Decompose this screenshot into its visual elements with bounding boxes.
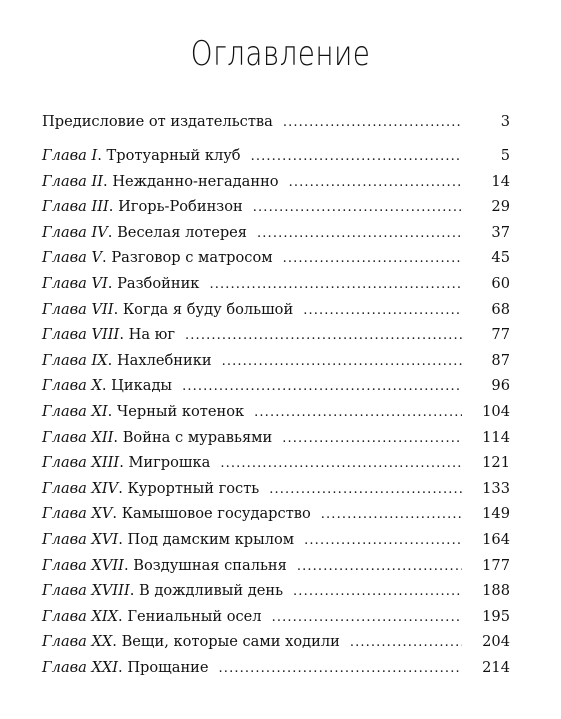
chapter-label (42, 429, 272, 446)
page-number: 164 (482, 530, 510, 548)
chapter-label (42, 377, 172, 394)
dot-leader (321, 507, 462, 522)
chapter-label (42, 198, 243, 215)
dot-leader (283, 115, 462, 130)
toc-entry-chapter[interactable] (42, 608, 510, 634)
chapter-number: Глава XV (42, 505, 113, 523)
chapter-title: Веселая лотерея (117, 223, 248, 241)
page-number: 177 (482, 556, 510, 574)
page-number: 77 (491, 326, 510, 344)
chapter-separator: . (108, 198, 119, 216)
chapter-title: Игорь-Робинзон (118, 198, 243, 216)
chapter-label (42, 147, 241, 164)
page-number: 29 (491, 198, 510, 216)
chapter-separator: . (119, 326, 129, 344)
chapter-title: Воздушная спальня (133, 556, 287, 574)
dot-leader (283, 251, 462, 266)
page-number: 149 (482, 505, 510, 523)
toc-entry-chapter[interactable] (42, 147, 510, 173)
chapter-separator: . (113, 300, 123, 318)
dot-leader (272, 610, 462, 625)
toc-entry-chapter[interactable] (42, 198, 510, 224)
chapter-number: Глава I (42, 147, 98, 164)
page-number: 3 (500, 113, 510, 130)
toc-entry-chapter[interactable] (42, 326, 510, 352)
chapter-title: Черный котенок (116, 402, 245, 420)
chapter-label (42, 557, 287, 574)
page-title: Оглавление (190, 34, 371, 74)
chapter-title: Когда я буду большой (122, 300, 294, 318)
toc-entry-chapter[interactable] (42, 531, 510, 557)
chapter-number: Глава II (42, 172, 104, 190)
dot-leader (293, 584, 462, 599)
chapter-number: Глава V (42, 249, 103, 267)
chapter-label (42, 352, 212, 369)
chapter-label (42, 608, 262, 625)
chapter-label (42, 480, 259, 497)
dot-leader (289, 175, 462, 190)
chapter-separator: . (123, 556, 134, 574)
chapter-separator: . (107, 402, 117, 420)
chapter-title: Камышовое государство (121, 505, 311, 523)
page-number: 114 (482, 428, 510, 446)
chapter-separator: . (118, 530, 128, 548)
page-number: 60 (491, 274, 510, 292)
chapter-title: В дождливый день (139, 582, 284, 600)
chapter-separator: . (102, 249, 112, 267)
dot-leader (182, 379, 462, 394)
page-number: 5 (500, 147, 510, 164)
chapter-separator: . (118, 479, 128, 497)
table-of-contents (42, 113, 510, 684)
chapter-title: Под дамским крылом (127, 530, 295, 548)
toc-entry-chapter[interactable] (42, 377, 510, 403)
chapter-separator: . (107, 274, 118, 292)
dot-leader (251, 149, 462, 164)
page-number: 188 (482, 582, 510, 600)
chapter-separator: . (103, 172, 113, 190)
chapter-number: Глава III (42, 198, 109, 216)
chapter-number: Глава VIII (42, 326, 120, 344)
chapter-number: Глава XVI (42, 530, 119, 548)
dot-leader (269, 482, 462, 497)
chapter-label (42, 659, 209, 676)
toc-entry-chapter[interactable] (42, 352, 510, 378)
dot-leader (257, 226, 462, 241)
dot-leader (297, 559, 462, 574)
chapter-title: Нежданно-негаданно (112, 172, 279, 190)
page-number: 133 (482, 479, 510, 497)
chapter-label (42, 454, 210, 471)
chapter-label (42, 633, 340, 650)
chapter-number: Глава IX (42, 351, 108, 369)
page-number: 121 (482, 454, 510, 472)
chapter-label (42, 224, 247, 241)
chapter-title: Война с муравьями (122, 428, 273, 446)
preface-label: Предисловие от издательства (42, 113, 273, 130)
dot-leader (209, 277, 462, 292)
chapter-separator: . (118, 607, 128, 625)
chapter-title: Нахлебники (116, 351, 212, 369)
toc-entry-chapter[interactable] (42, 429, 510, 455)
toc-entry-preface[interactable] (42, 113, 510, 147)
chapter-title: Вещи, которые сами ходили (121, 633, 340, 651)
dot-leader (220, 456, 462, 471)
chapter-number: Глава VII (42, 300, 114, 318)
chapter-title: Разбойник (117, 274, 200, 292)
chapter-number: Глава IV (42, 223, 108, 241)
chapter-number: Глава XII (42, 428, 114, 446)
chapter-label (42, 582, 283, 599)
page-number: 104 (482, 402, 510, 420)
chapter-separator: . (112, 633, 122, 651)
page-number: 45 (491, 249, 510, 267)
chapter-separator: . (113, 428, 123, 446)
page-number: 68 (491, 300, 510, 318)
chapter-title: Курортный гость (127, 479, 260, 497)
toc-entry-chapter[interactable] (42, 301, 510, 327)
dot-leader (303, 303, 462, 318)
dot-leader (254, 405, 462, 420)
page-number: 204 (482, 633, 510, 651)
dot-leader (222, 354, 462, 369)
chapter-label (42, 301, 293, 318)
toc-entry-chapter[interactable] (42, 505, 510, 531)
chapter-title: На юг (128, 326, 176, 344)
chapter-number: Глава XIV (42, 479, 119, 497)
dot-leader (185, 328, 462, 343)
toc-entry-chapter[interactable] (42, 659, 510, 685)
toc-entry-chapter[interactable] (42, 275, 510, 301)
dot-leader (304, 533, 462, 548)
page-number: 96 (491, 377, 510, 395)
chapter-number: Глава XXI (42, 658, 119, 676)
chapter-number: Глава X (42, 377, 102, 395)
page-number: 87 (491, 351, 510, 369)
chapter-label (42, 173, 279, 190)
chapter-number: Глава XVIII (42, 582, 130, 600)
chapter-label (42, 326, 175, 343)
chapter-number: Глава XIX (42, 607, 119, 625)
chapter-number: Глава XVII (42, 556, 124, 574)
toc-entry-chapter[interactable] (42, 582, 510, 608)
toc-entry-chapter[interactable] (42, 480, 510, 506)
toc-entry-chapter[interactable] (42, 249, 510, 275)
toc-entry-chapter[interactable] (42, 224, 510, 250)
chapter-title: Разговор с матросом (111, 249, 273, 267)
page-number: 195 (482, 607, 510, 625)
chapter-title: Тротуарный клуб (106, 147, 241, 164)
dot-leader (282, 431, 462, 446)
chapter-title: Прощание (127, 658, 209, 676)
dot-leader (253, 200, 462, 215)
chapter-title: Цикады (111, 377, 173, 395)
chapter-label (42, 505, 311, 522)
chapter-number: Глава VI (42, 274, 108, 292)
page-number: 14 (491, 172, 510, 190)
chapter-separator: . (97, 147, 107, 164)
chapter-separator: . (107, 223, 118, 241)
chapter-separator: . (119, 454, 129, 472)
toc-entry-chapter[interactable] (42, 173, 510, 199)
chapter-number: Глава XIII (42, 454, 120, 472)
toc-entry-chapter[interactable] (42, 633, 510, 659)
chapter-separator: . (101, 377, 112, 395)
chapter-number: Глава XI (42, 402, 108, 420)
chapter-label (42, 275, 199, 292)
chapter-separator: . (118, 658, 128, 676)
dot-leader (219, 661, 462, 676)
chapter-title: Мигрошка (128, 454, 211, 472)
toc-entry-chapter[interactable] (42, 403, 510, 429)
dot-leader (350, 635, 462, 650)
chapter-separator: . (129, 582, 139, 600)
chapter-separator: . (112, 505, 122, 523)
chapter-title: Гениальный осел (127, 607, 262, 625)
chapter-list (42, 147, 510, 684)
toc-entry-chapter[interactable] (42, 454, 510, 480)
page-number: 37 (491, 223, 510, 241)
page-number: 214 (482, 658, 510, 676)
chapter-number: Глава XX (42, 633, 113, 651)
toc-entry-chapter[interactable] (42, 557, 510, 583)
chapter-separator: . (107, 351, 117, 369)
chapter-label (42, 249, 273, 266)
chapter-label (42, 531, 294, 548)
chapter-label (42, 403, 244, 420)
